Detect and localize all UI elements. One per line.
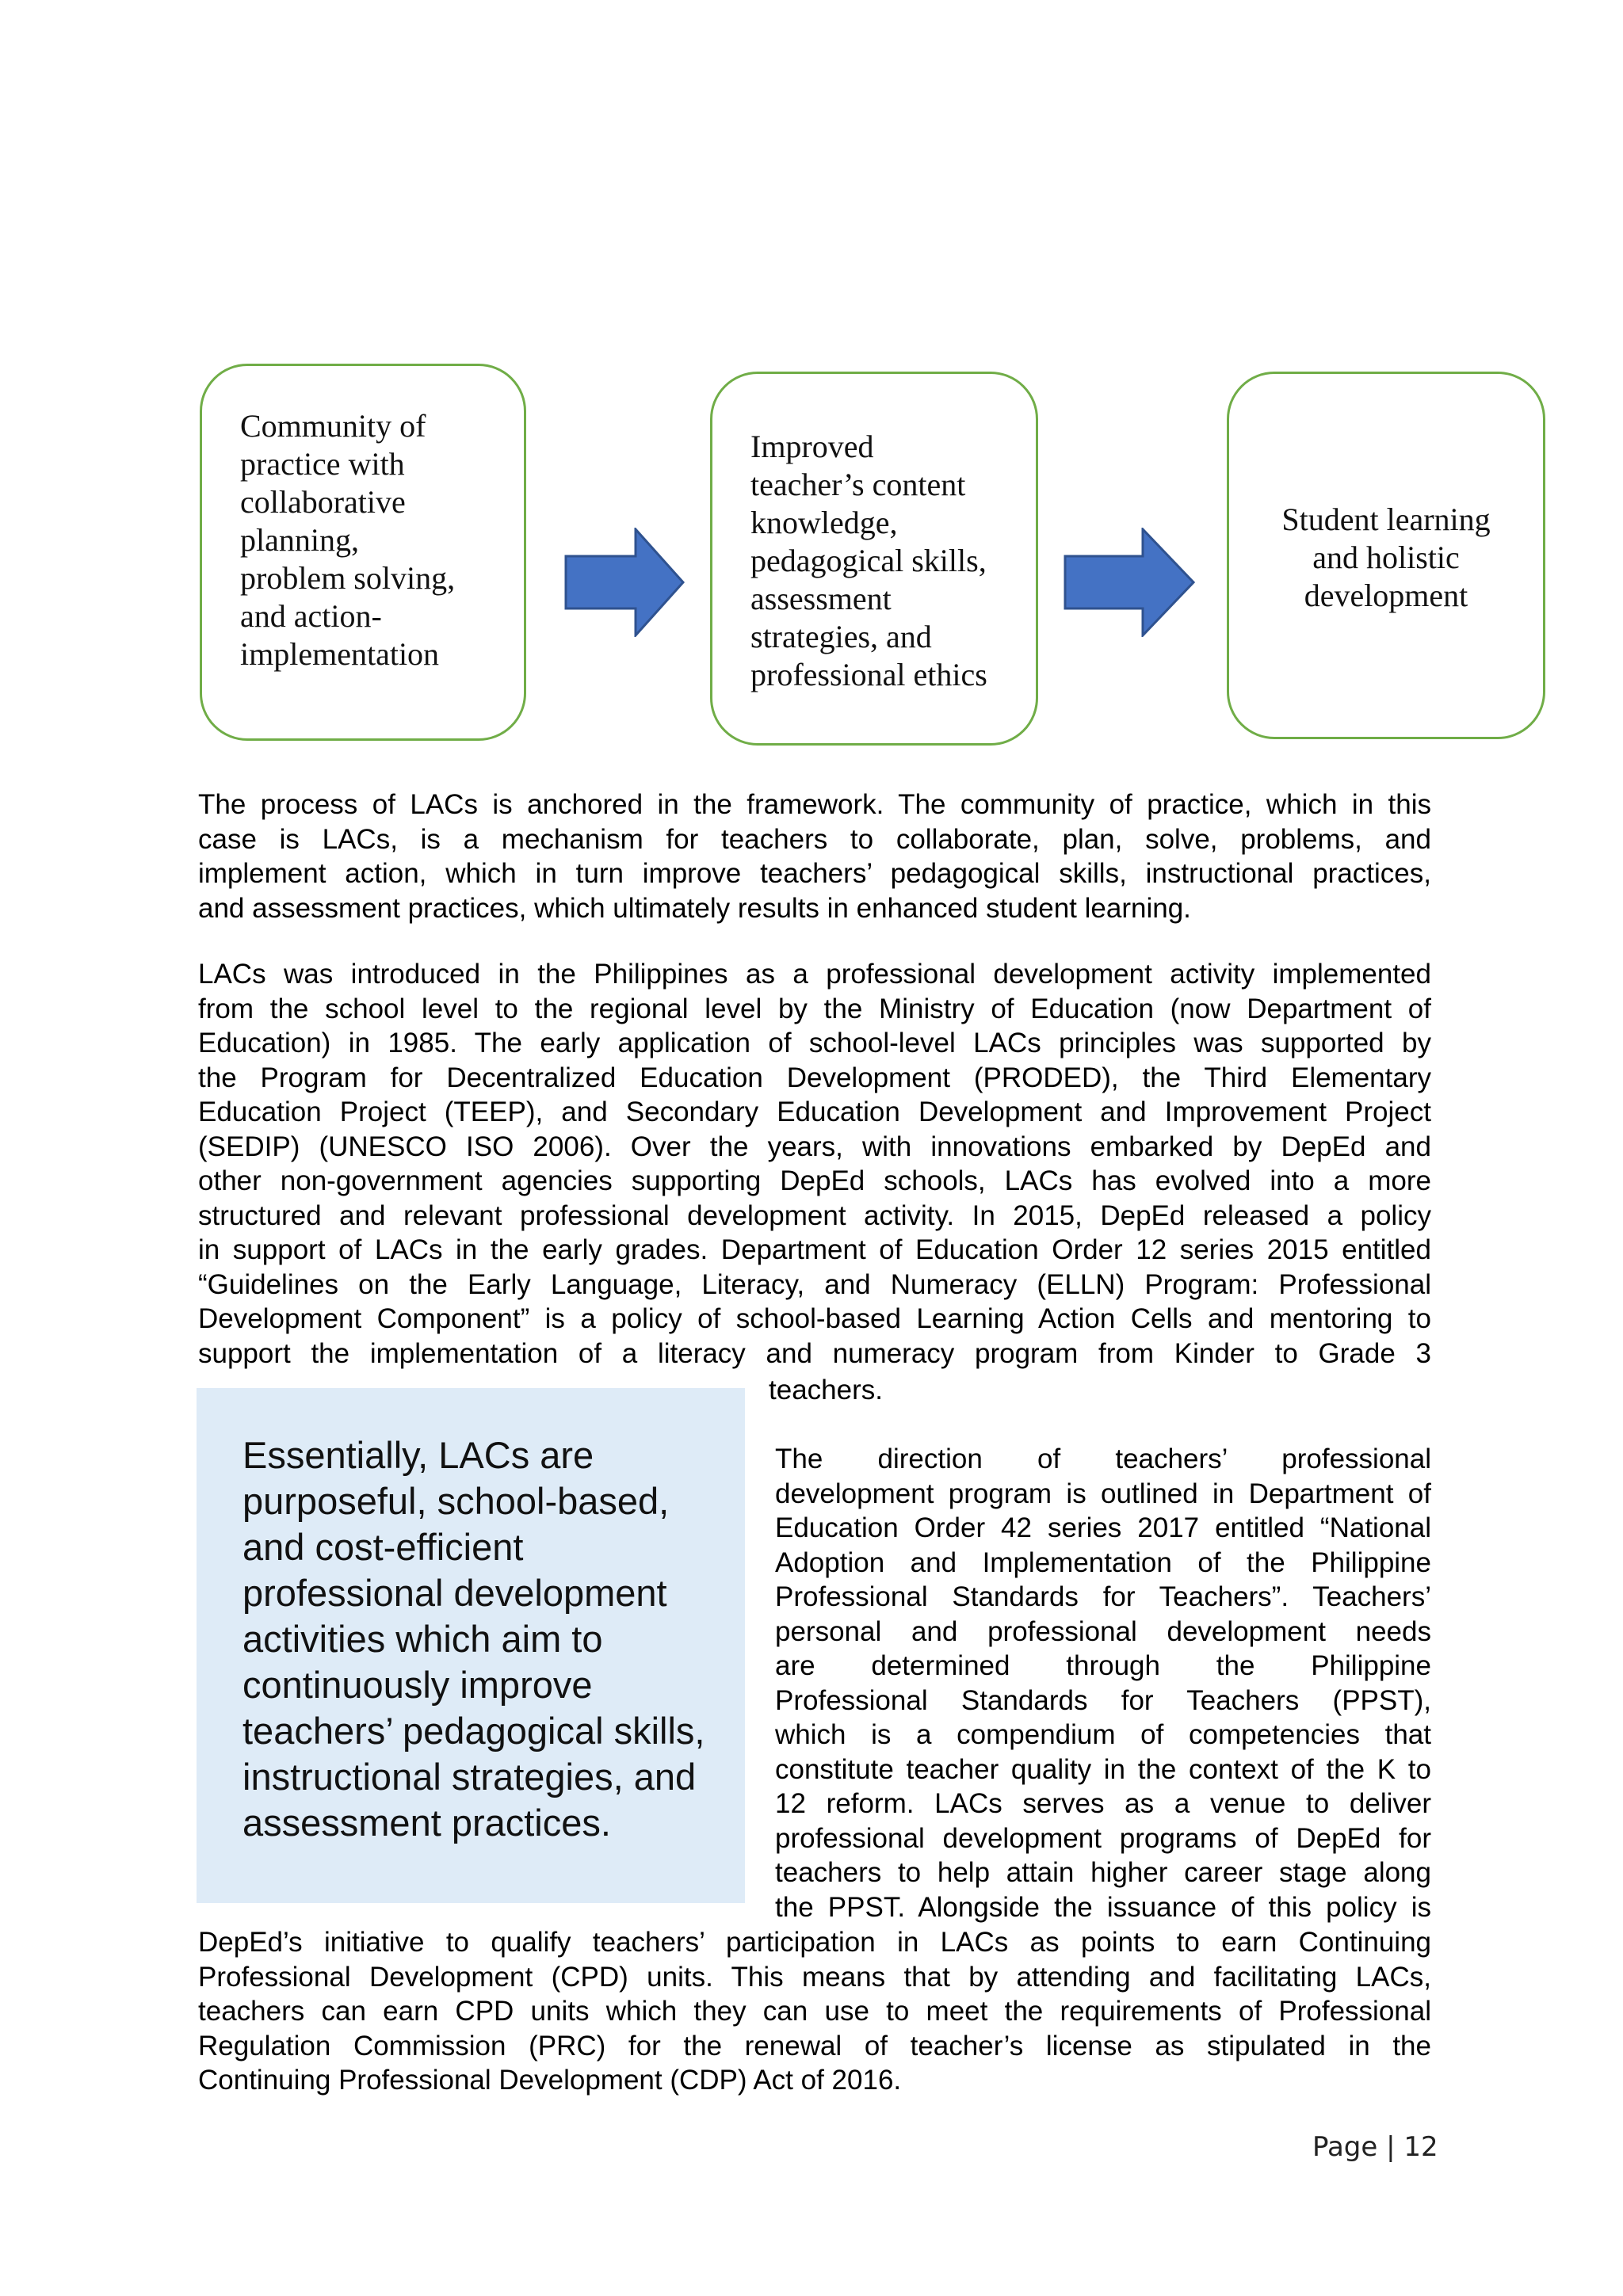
box-text: Community of practice with collaborative planning, problem solving, and action- implementation	[240, 408, 456, 672]
text-line: Education Project (TEEP), and Secondary Education Development and Improvement Project	[198, 1097, 1431, 1127]
framework-box-improved-teacher-skills	[710, 372, 1038, 746]
page-number: Page | 12	[1312, 2131, 1438, 2163]
paragraph-lac-framework	[198, 788, 1431, 925]
text-line: and assessment practices, which ultimately results in enhanced student learning.	[198, 892, 1191, 924]
text-line: implement action, which in turn improve teachers’ pedagogical skills, instructional practices,	[198, 858, 1431, 889]
text-line: teachers can earn CPD units which they can use to meet the requirements of Professional	[198, 1996, 1431, 2027]
text-line: Professional Standards for Teachers (PPST),	[775, 1684, 1431, 1716]
text-line: the Program for Decentralized Education Development (PRODED), the Third Elementary	[198, 1062, 1431, 1093]
text-line: teachers to help attain higher career stage along	[775, 1857, 1431, 1888]
callout-text: Essentially, LACs are purposeful, school-based, and cost-efficient professional development activities which aim to continuously improve teachers’ pedagogical skills, instructional strategies, and assessment practices.	[242, 1434, 705, 1844]
text-line: “Guidelines on the Early Language, Literacy, and Numeracy (ELLN) Program: Professional	[198, 1268, 1431, 1300]
text-line: LACs was introduced in the Philippines as a professional development activity implemented	[198, 959, 1431, 990]
text-line: Professional Development (CPD) units. This means that by attending and facilitating LACs,	[198, 1961, 1431, 1993]
text-line: DepEd’s initiative to qualify teachers’ participation in LACs as points to earn Continuing	[198, 1927, 1431, 1958]
text-line: (SEDIP) (UNESCO ISO 2006). Over the years, with innovations embarked by DepEd and	[198, 1131, 1431, 1162]
text-line: Professional Standards for Teachers”. Teachers’	[775, 1581, 1431, 1612]
right-arrow-icon	[564, 528, 685, 637]
text-line: Development Component” is a policy of school-based Learning Action Cells and mentoring to	[198, 1303, 1431, 1334]
text-line: personal and professional development needs	[775, 1615, 1431, 1647]
text-line: support the implementation of a literacy and numeracy program from Kinder to Grade 3	[198, 1337, 1431, 1369]
text-line: other non-government agencies supporting DepEd schools, LACs has evolved into a more	[198, 1165, 1431, 1196]
text-line: the PPST. Alongside the issuance of this policy is	[775, 1891, 1431, 1923]
text-line: are determined through the Philippine	[775, 1650, 1431, 1681]
text-line: professional development programs of DepEd for	[775, 1822, 1431, 1854]
text-line: Education) in 1985. The early application of school-level LACs principles was supported by	[198, 1028, 1431, 1058]
paragraph-professional-standards	[775, 1442, 1431, 1924]
paragraph-lac-history	[198, 957, 1431, 1371]
framework-box-student-learning	[1227, 372, 1545, 739]
text-line: development program is outlined in Department of	[775, 1478, 1431, 1509]
text-line: Regulation Commission (PRC) for the renewal of teacher’s license as stipulated in the	[198, 2030, 1431, 2061]
text-line: in support of LACs in the early grades. Department of Education Order 12 series 2015 entitled	[198, 1234, 1431, 1265]
text-line: Education Order 42 series 2017 entitled “National	[775, 1512, 1431, 1543]
right-arrow-icon	[1064, 528, 1195, 637]
text-line: Continuing Professional Development (CDP) Act of 2016.	[198, 2065, 902, 2096]
text-line: The process of LACs is anchored in the framework. The community of practice, which in this	[198, 789, 1431, 820]
text-line: which is a compendium of competencies that	[775, 1719, 1431, 1750]
pull-quote-callout	[197, 1388, 745, 1903]
paragraph-tail-text: teachers.	[769, 1375, 883, 1405]
text-line: structured and relevant professional development activity. In 2015, DepEd released a policy	[198, 1199, 1431, 1231]
box-text: Improved teacher’s content knowledge, pedagogical skills, assessment strategies, and professional ethics	[750, 429, 987, 692]
paragraph-cpd-units	[198, 1925, 1431, 2098]
text-line: Adoption and Implementation of the Philippine	[775, 1547, 1431, 1578]
text-line: case is LACs, is a mechanism for teachers to collaborate, plan, solve, problems, and	[198, 823, 1431, 855]
box-text: Student learning and holistic development	[1281, 502, 1491, 613]
text-line: 12 reform. LACs serves as a venue to deliver	[775, 1788, 1431, 1819]
text-line: from the school level to the regional level by the Ministry of Education (now Department of	[198, 993, 1431, 1024]
text-line: The direction of teachers’ professional	[775, 1444, 1431, 1474]
framework-box-community-of-practice	[200, 364, 526, 741]
text-line: constitute teacher quality in the context of the K to	[775, 1753, 1431, 1785]
